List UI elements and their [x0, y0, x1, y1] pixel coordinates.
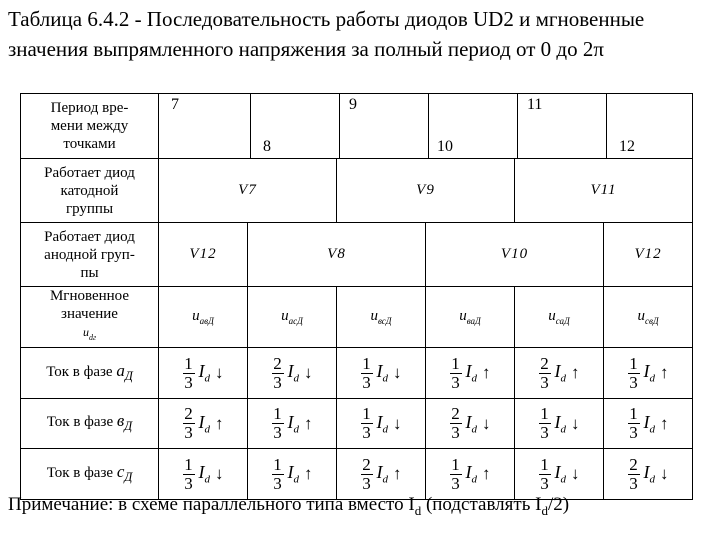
arrow-icon: ↓: [571, 464, 580, 483]
current-cell: $\frac{2}{3}$ $I_d$ ↓: [604, 449, 693, 500]
period-points: [159, 94, 693, 159]
diode-sequence-table: [20, 93, 693, 500]
voltage-cell: $u_{ваД}$: [426, 287, 515, 348]
arrow-icon: ↓: [482, 413, 491, 433]
voltage-cell: $u_{асД}$: [248, 287, 337, 348]
anode-diode-v10: V10: [426, 223, 604, 287]
voltage-cell: $u_{свД}$: [604, 287, 693, 348]
phase-b-label: Ток в фазе $в_Д$: [21, 399, 159, 449]
current-cell: $\frac{1}{3}$ $I_d$ ↓: [515, 449, 604, 500]
voltage-row: [21, 287, 693, 348]
current-cell: $\frac{1}{3}$ $I_d$ ↑: [426, 348, 515, 399]
arrow-icon: ↓: [215, 363, 224, 382]
current-cell: $\frac{2}{3}$ $I_d$ ↑: [159, 399, 248, 449]
table-caption: Таблица 6.4.2 - Последовательность работы диодов UD2 и мгновенные значения выпрямленного напряжения за полный период от 0 до 2π: [8, 7, 645, 61]
voltage-cell: $u_{авД}$: [159, 287, 248, 348]
phase-c-label: Ток в фазе $c_Д$: [21, 449, 159, 500]
current-cell: $\frac{2}{3}$ $I_d$ ↑: [515, 348, 604, 399]
period-label: Период вре- мени между точками: [21, 94, 159, 159]
arrow-icon: ↓: [660, 464, 669, 483]
arrow-icon: ↓: [393, 363, 402, 382]
anode-diode-v12-last: V12: [604, 223, 693, 287]
arrow-icon: ↑: [660, 363, 669, 382]
arrow-icon: ↓: [215, 464, 224, 483]
anode-diode-v12-first: V12: [159, 223, 248, 287]
arrow-icon: ↑: [393, 464, 402, 483]
current-row-a: [21, 348, 693, 399]
voltage-label: Мгновенное значение $u_{dг}$: [21, 287, 159, 348]
anode-diode-v8: V8: [248, 223, 426, 287]
arrow-icon: ↑: [482, 464, 491, 483]
arrow-icon: ↓: [393, 413, 402, 433]
current-cell: $\frac{2}{3}$ $I_d$ ↓: [426, 399, 515, 449]
point-9: 9: [349, 96, 357, 113]
arrow-icon: ↓: [304, 363, 313, 382]
current-cell: $\frac{1}{3}$ $I_d$ ↓: [515, 399, 604, 449]
cathode-row: [21, 159, 693, 223]
phase-a-label: Ток в фазе $a_Д$: [21, 348, 159, 399]
footnote: Примечание: в схеме параллельного типа вместо $I_d$ (подставлять $I_d/2$): [8, 494, 570, 518]
arrow-icon: ↑: [660, 413, 669, 433]
current-cell: $\frac{1}{3}$ $I_d$ ↓: [159, 449, 248, 500]
point-11: 11: [527, 96, 543, 113]
cathode-diode-v11: V11: [515, 159, 693, 223]
voltage-cell: $u_{саД}$: [515, 287, 604, 348]
current-cell: $\frac{1}{3}$ $I_d$ ↑: [604, 348, 693, 399]
current-cell: $\frac{1}{3}$ $I_d$ ↓: [337, 348, 426, 399]
arrow-icon: ↑: [304, 413, 313, 433]
point-7: 7: [171, 96, 179, 113]
current-cell: $\frac{1}{3}$ $I_d$ ↓: [159, 348, 248, 399]
cathode-diode-v7: V7: [159, 159, 337, 223]
current-cell: $\frac{1}{3}$ $I_d$ ↑: [426, 449, 515, 500]
cathode-diode-v9: V9: [337, 159, 515, 223]
arrow-icon: ↓: [571, 413, 580, 433]
current-cell: $\frac{1}{3}$ $I_d$ ↓: [337, 399, 426, 449]
cathode-label: Работает диод катодной группы: [21, 159, 159, 223]
arrow-icon: ↑: [304, 464, 313, 483]
current-cell: $\frac{1}{3}$ $I_d$ ↑: [604, 399, 693, 449]
current-cell: $\frac{2}{3}$ $I_d$ ↑: [337, 449, 426, 500]
point-12: 12: [619, 138, 635, 155]
period-row: [21, 94, 693, 159]
anode-label: Работает диод анодной груп- пы: [21, 223, 159, 287]
point-8: 8: [263, 138, 271, 155]
arrow-icon: ↑: [482, 363, 491, 382]
point-10: 10: [437, 138, 453, 155]
arrow-icon: ↑: [571, 363, 580, 382]
current-cell: $\frac{2}{3}$ $I_d$ ↓: [248, 348, 337, 399]
voltage-cell: $u_{всД}$: [337, 287, 426, 348]
anode-row: [21, 223, 693, 287]
arrow-icon: ↑: [215, 413, 224, 433]
current-cell: $\frac{1}{3}$ $I_d$ ↑: [248, 399, 337, 449]
current-cell: $\frac{1}{3}$ $I_d$ ↑: [248, 449, 337, 500]
current-row-b: [21, 399, 693, 449]
